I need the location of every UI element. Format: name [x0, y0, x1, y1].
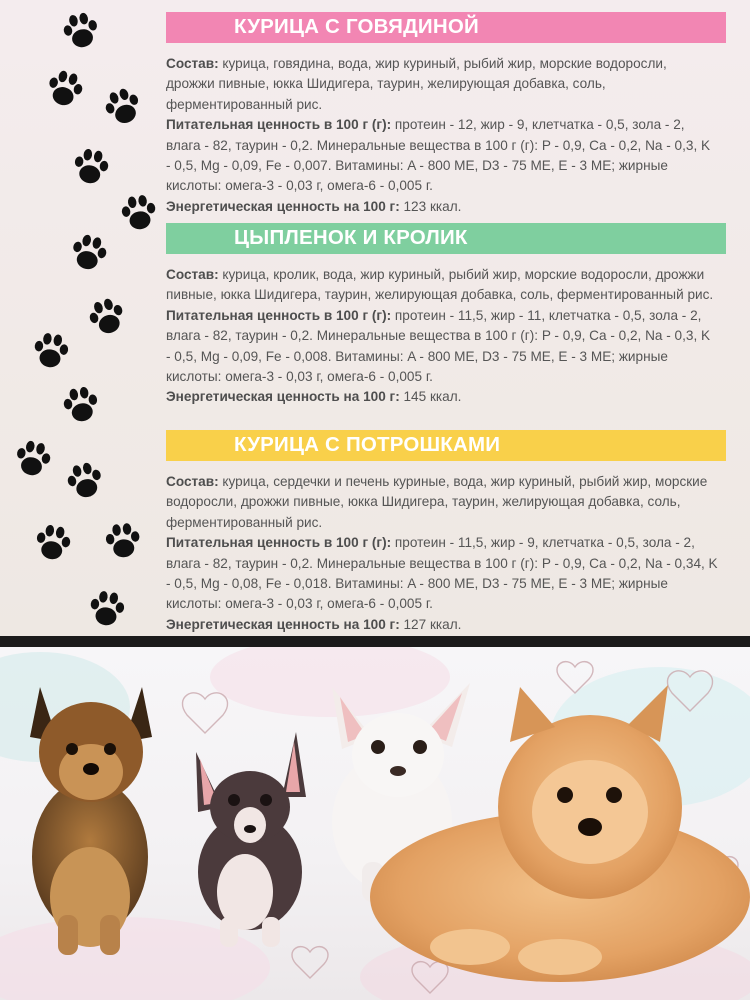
nutrition-label: Питательная ценность в 100 г (г):	[166, 535, 392, 551]
energy-text: 123 ккал.	[403, 198, 462, 214]
energy-label: Энергетическая ценность на 100 г:	[166, 616, 400, 632]
section-description	[166, 254, 726, 408]
section-title: КУРИЦА С ГОВЯДИНОЙ	[234, 15, 479, 38]
energy-text: 127 ккал.	[403, 616, 462, 632]
section-description	[166, 43, 726, 217]
paw-print-icon	[96, 80, 150, 134]
section-description	[166, 461, 726, 635]
yorkie-puppy	[30, 687, 152, 955]
section-title: ЦЫПЛЕНОК И КРОЛИК	[234, 226, 468, 249]
nutrition-text: протеин - 11,5, жир - 9, клетчатка - 0,5, зола - 2, влага - 82, таурин - 0,2. Минеральные вещества в 100 г (г): P - 0,9, Ca - 0,2, Na - 0,34, K - 0,5, Mg - 0,08, Fe - 0,018. Витамины: A - 800 МЕ, D3 - 75 МЕ, E - 3 МЕ; жирные кислоты: омега-3 - 0,03 г, омега-6 - 0,005 г.	[166, 535, 718, 612]
section-chicken-beef	[166, 12, 726, 217]
paw-print-icon	[115, 189, 162, 236]
composition-label: Состав:	[166, 56, 219, 71]
puppies-illustration	[0, 647, 750, 1000]
paw-print-icon	[60, 456, 111, 507]
paw-print-icon	[100, 518, 146, 564]
paw-print-icon	[8, 434, 58, 484]
section-chicken-rabbit	[166, 223, 726, 408]
composition-text: курица, сердечки и печень куриные, вода, жир куриный, рыбий жир, морские водоросли, дрожжи пивные, юкка Шидигера, таурин, желирующая добавка, соль, ферментированный рис.	[166, 474, 708, 530]
section-title: КУРИЦА С ПОТРОШКАМИ	[234, 433, 501, 456]
heart-icon	[292, 947, 328, 978]
nutrition-label: Питательная ценность в 100 г (г):	[166, 307, 392, 323]
paw-print-icon	[27, 327, 74, 374]
nutrition-label: Питательная ценность в 100 г (г):	[166, 117, 392, 133]
paw-print-icon	[56, 6, 106, 56]
section-chicken-giblets	[166, 430, 726, 635]
paw-print-icon	[64, 228, 115, 279]
paw-trail	[0, 0, 170, 636]
paw-print-icon	[39, 63, 90, 114]
nutrition-text: протеин - 11,5, жир - 11, клетчатка - 0,5, зола - 2, влага - 82, таурин - 0,2. Минеральные вещества в 100 г (г): P - 0,9, Ca - 0,2, Na - 0,3, K - 0,5, Mg - 0,09, Fe - 0,008. Витамины: A - 800 МЕ, D3 - 75 МЕ, E - 3 МЕ; жирные кислоты: омега-3 - 0,03 г, омега-6 - 0,005 г.	[166, 307, 711, 385]
paw-print-icon	[57, 381, 106, 430]
energy-label: Энергетическая ценность на 100 г:	[166, 198, 400, 214]
composition-label: Состав:	[166, 267, 219, 282]
paw-print-icon	[83, 585, 130, 632]
heart-icon	[182, 693, 227, 733]
four-puppies-photo	[0, 647, 750, 1000]
paw-print-icon	[29, 519, 78, 568]
energy-label: Энергетическая ценность на 100 г:	[166, 389, 400, 405]
paw-print-icon	[67, 143, 116, 192]
composition-text: курица, кролик, вода, жир куриный, рыбий жир, морские водоросли, дрожжи пивные, юкка Шидигера, таурин, желирующая добавка, соль, ферментированный рис.	[166, 267, 714, 303]
composition-label: Состав:	[166, 474, 219, 489]
section-banner	[166, 223, 726, 254]
energy-text: 145 ккал.	[403, 389, 462, 405]
section-banner	[166, 12, 726, 43]
section-banner	[166, 430, 726, 461]
composition-text: курица, говядина, вода, жир куриный, рыбий жир, морские водоросли, дрожжи пивные, юкка Шидигера, таурин, желирующая добавка, соль, ферментированный рис.	[166, 56, 667, 112]
watercolor-splash	[210, 647, 450, 717]
divider-bar	[0, 636, 750, 647]
paw-print-icon	[81, 291, 134, 344]
chihuahua-brown-puppy	[196, 732, 306, 947]
nutrition-text: протеин - 12, жир - 9, клетчатка - 0,5, зола - 2, влага - 82, таурин - 0,2. Минеральные вещества в 100 г (г): P - 0,9, Ca - 0,2, Na - 0,3, K - 0,5, Mg - 0,09, Fe - 0,007. Витамины: A - 800 МЕ, D3 - 75 МЕ, E - 3 МЕ; жирные кислоты: омега-3 - 0,03 г, омега-6 - 0,005 г.	[166, 117, 711, 194]
